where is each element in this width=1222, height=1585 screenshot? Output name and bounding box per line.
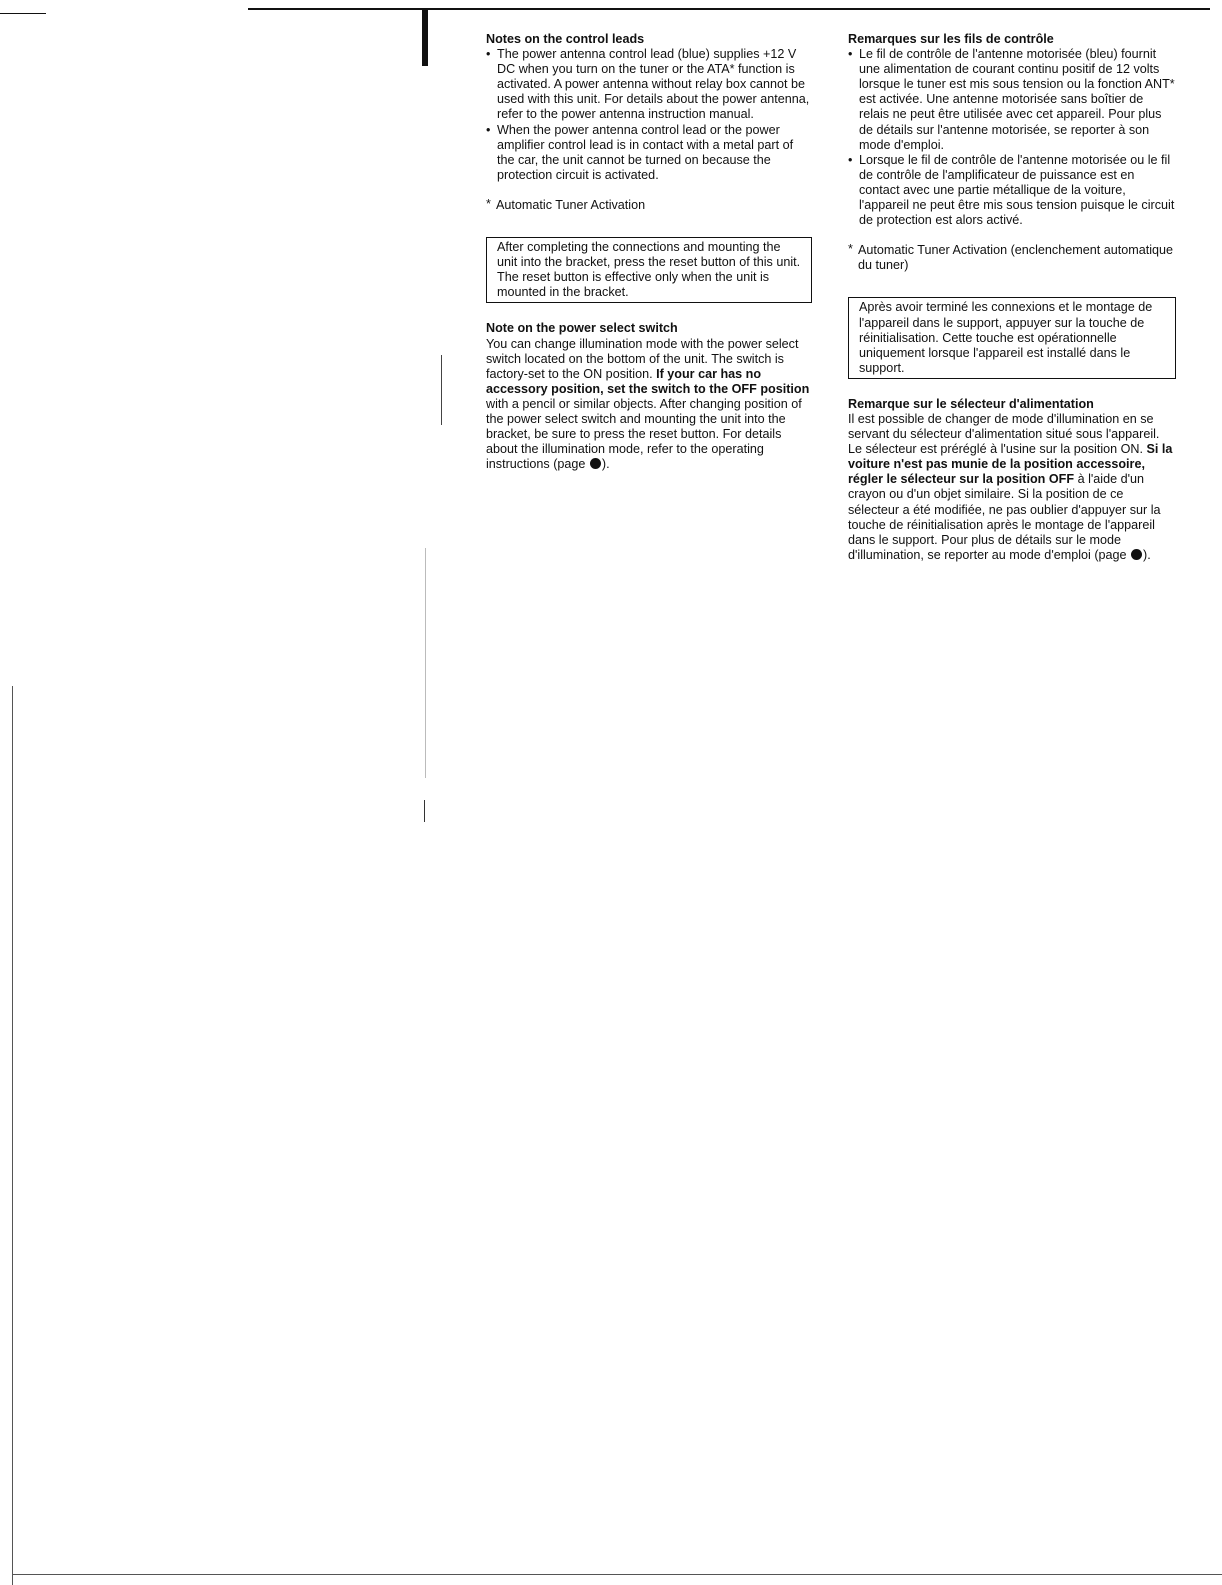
page-ref-icon xyxy=(1131,549,1142,560)
power-select-heading-fr: Remarque sur le sélecteur d'alimentation xyxy=(848,396,1094,411)
power-select-text: You can change illumination mode with the power select switch located on the bottom of the unit. The switch is factory-set to the ON position. If your car has no accessory position, set the switch to the OFF position with a pencil or similar objects. After changing position of the power select switch and mounting the unit into the bracket, be sure to press the reset button. For details about the illumination mode, refer to the operating instructions (page ). xyxy=(486,336,810,472)
control-leads-heading-fr: Remarques sur les fils de contrôle xyxy=(848,32,1054,46)
list-item: • Le fil de contrôle de l'antenne motorisée (bleu) fournit une alimentation de courant continu positif de 12 volts lorsque le tuner est mis sous tension ou la fonction ANT* est activée. Une antenne motorisée sans boîtier de relais ne peut être utilisée avec cet appareil. Pour plus de détails sur l'antenne motorisée, se reporter à son mode d'emploi. xyxy=(848,47,1176,153)
top-rule xyxy=(248,8,1210,10)
control-leads-list xyxy=(486,47,812,183)
power-select-warning: If your car has no accessory position, set the switch to the OFF position xyxy=(486,366,810,396)
page-corner-mark xyxy=(422,10,428,66)
power-select-section xyxy=(486,321,812,472)
bottom-edge-line xyxy=(12,1574,1222,1575)
control-leads-heading: Notes on the control leads xyxy=(486,32,645,46)
margin-mark-dotted xyxy=(425,548,426,778)
english-column xyxy=(486,32,812,472)
margin-tick xyxy=(424,800,425,822)
list-item: • When the power antenna control lead or the power amplifier control lead is in contact with a metal part of the car, the unit cannot be turned on because the protection circuit is activated. xyxy=(486,123,812,183)
power-select-text-fr: Il est possible de changer de mode d'illumination en se servant du sélecteur d'alimentation situé sous l'appareil. Le sélecteur est préréglé à l'usine sur la position ON. Si la voiture n'est pas munie de la position accessoire, régler le sélecteur sur la position OFF à l'aide d'un crayon ou d'un objet similaire. Si la position de ce sélecteur a été modifiée, ne pas oublier d'appuyer sur la touche de réinitialisation après le montage de l'appareil dans le support. Pour plus de détails sur le mode d'illumination, se reporter au mode d'emploi (page ). xyxy=(848,411,1173,562)
left-edge-line xyxy=(12,686,13,1585)
french-column xyxy=(848,32,1176,563)
control-leads-list-fr xyxy=(848,47,1176,228)
ata-footnote-fr: * Automatic Tuner Activation (enclenchement automatique du tuner) xyxy=(848,243,1176,273)
margin-mark xyxy=(441,355,442,425)
page-ref-icon xyxy=(590,458,601,469)
ata-footnote: * Automatic Tuner Activation xyxy=(486,198,812,213)
power-select-section-fr xyxy=(848,397,1176,563)
power-select-heading: Note on the power select switch xyxy=(486,321,678,336)
reset-notice-box: After completing the connections and mounting the unit into the bracket, press the reset button of this unit. The reset button is effective only when the unit is mounted in the bracket. xyxy=(486,237,812,303)
power-select-warning-fr: Si la voiture n'est pas munie de la position accessoire, régler le sélecteur sur la position OFF xyxy=(848,442,1173,487)
top-rule-left xyxy=(0,13,46,14)
list-item: • Lorsque le fil de contrôle de l'antenne motorisée ou le fil de contrôle de l'amplificateur de puissance est en contact avec une partie métallique de la voiture, l'appareil ne peut être mis sous tension puisque le circuit de protection est alors activé. xyxy=(848,153,1176,228)
list-item: • The power antenna control lead (blue) supplies +12 V DC when you turn on the tuner or the ATA* function is activated. A power antenna without relay box cannot be used with this unit. For details about the power antenna, refer to the power antenna instruction manual. xyxy=(486,47,812,122)
reset-notice-box-fr: Après avoir terminé les connexions et le montage de l'appareil dans le support, appuyer sur la touche de réinitialisation. Cette touche est opérationnelle uniquement lorsque l'appareil est installé dans le support. xyxy=(848,297,1176,378)
